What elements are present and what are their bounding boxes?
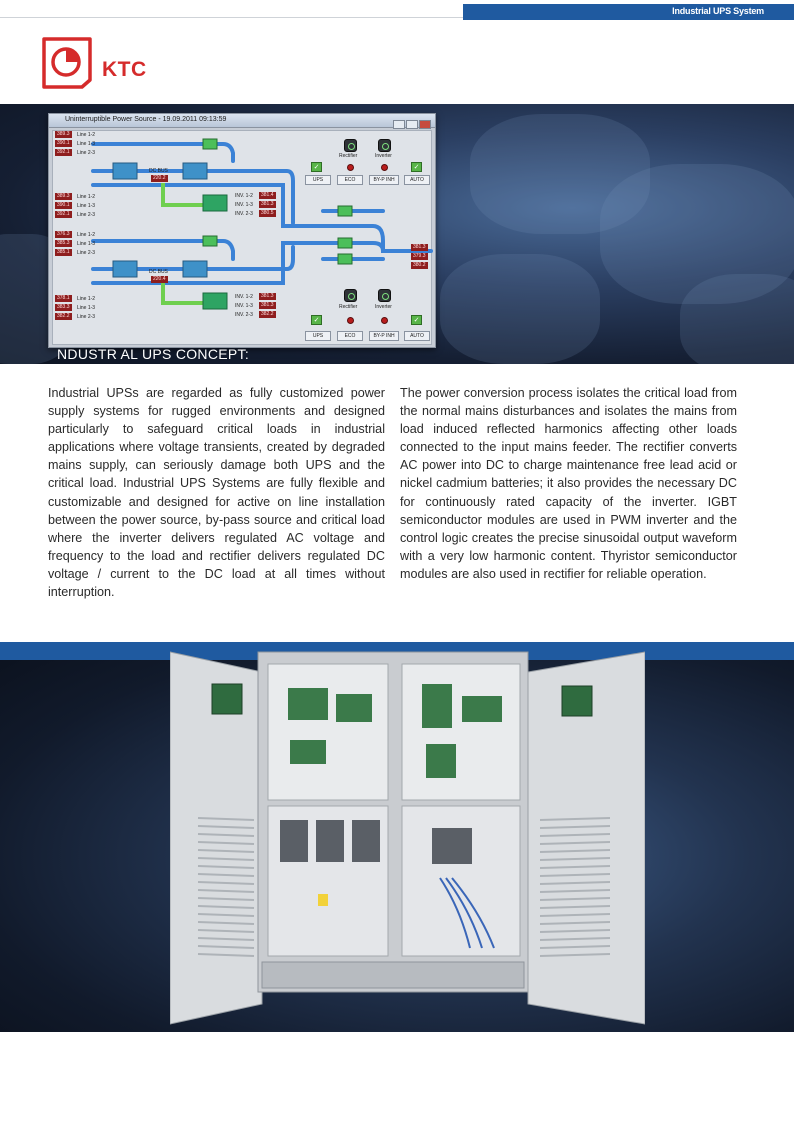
header-band	[463, 4, 794, 20]
ups-check-icon-1: ✓	[311, 162, 322, 172]
output-value-2: 379.3	[413, 253, 426, 259]
inv-value-1-23: 380.5	[261, 210, 274, 216]
rectifier-power-icon-2[interactable]	[344, 289, 357, 302]
auto-button-2[interactable]: AUTO	[404, 331, 430, 341]
auto-button-1[interactable]: AUTO	[404, 175, 430, 185]
meter-input2-l13: 385.3	[57, 240, 70, 246]
maximize-icon	[406, 120, 418, 129]
meter-input2-l12: 376.3	[57, 231, 70, 237]
meter-input2-l23: 385.1	[57, 249, 70, 255]
logo-mark-icon	[38, 34, 98, 90]
window-titlebar	[49, 114, 435, 128]
ups-check-icon-2: ✓	[311, 315, 322, 325]
ups-monitor-screenshot	[48, 113, 436, 348]
meter-bypass-l23: 392.1	[57, 211, 70, 217]
label-input-l12: Line 1-2	[77, 132, 96, 138]
inv-value-2-13: 381.3	[261, 302, 274, 308]
minimize-icon	[393, 120, 405, 129]
meter-bypass-l13: 390.1	[57, 202, 70, 208]
auto-check-icon-1: ✓	[411, 162, 422, 172]
eco-button-1[interactable]: ECO	[337, 175, 363, 185]
bypass-lamp-icon-1	[381, 164, 388, 171]
concept-text-left: Industrial UPSs are regarded as fully customized power supply systems for rugged environments and designed particularly to safeguard critical loads in industrial applications where voltage transients, created by degraded mains supply, can seriously damage both UPS and the critical load. Industrial UPS Systems are fully flexible and customizable and designed for active on line installation between the power source, by-pass source and critical load where the inverter delivers regulated AC voltage and frequency to the load and rectifier delivers regulated DC voltage / current to the DC load at all times without interruption.	[48, 386, 385, 600]
label-bypass2-l23: Line 2-3	[77, 314, 96, 320]
mimic-diagram-panel	[52, 130, 432, 345]
output-value-1: 381.3	[413, 244, 426, 250]
window-title: Uninterruptible Power Source - 19.09.2011 09:13:59	[65, 116, 227, 123]
meter-bypass-l12: 389.3	[57, 193, 70, 199]
meter-bypass2-l12: 378.1	[57, 295, 70, 301]
inv-label-2-23: INV. 2-3	[235, 312, 253, 318]
output-value-3: 380.2	[413, 262, 426, 268]
bypass-inhibit-button-2[interactable]: BY-P INH	[369, 331, 399, 341]
dc-bus-value-1: 220.2	[153, 175, 166, 181]
auto-check-icon-2: ✓	[411, 315, 422, 325]
dc-bus-label-2: DC BUS	[149, 269, 168, 275]
close-icon	[419, 120, 431, 129]
dc-bus-label-1: DC BUS	[149, 168, 168, 174]
header-rule	[0, 17, 463, 18]
logo-text: KTC	[102, 58, 147, 81]
ups-cabinet-photo	[170, 648, 645, 1028]
meter-input-l13: 390.1	[57, 140, 70, 146]
label-bypass-l13: Line 1-3	[77, 203, 96, 209]
inverter-power-icon-1[interactable]	[378, 139, 391, 152]
rectifier-power-icon-1[interactable]	[344, 139, 357, 152]
inv-value-2-12: 381.3	[261, 293, 274, 299]
eco-lamp-icon-2	[347, 317, 354, 324]
label-bypass2-l13: Line 1-3	[77, 305, 96, 311]
eco-lamp-icon-1	[347, 164, 354, 171]
inverter-power-icon-2[interactable]	[378, 289, 391, 302]
meter-bypass2-l23: 382.2	[57, 313, 70, 319]
inv-value-2-23: 382.2	[261, 311, 274, 317]
concept-text-right: The power conversion process isolates the critical load from the normal mains disturbances and isolates the mains from load induced reflected harmonics affecting other loads connected to the input mains feeder. The rectifier converts AC power into DC to charge maintenance free lead acid or nickel cadmium batteries; it also provides the necessary DC for continuously rated capacity of the inverter. IGBT semiconductor modules are used in PWM inverter and the control logic creates the precise sinusoidal output waveform with a very low harmonic content. Thyristor semiconductor modules are also used in rectifier for reliable operation.	[400, 386, 737, 581]
inv-label-1-13: INV. 1-3	[235, 202, 253, 208]
concept-heading: NDUSTR AL UPS CONCEPT:	[57, 346, 250, 362]
inv-label-1-23: INV. 2-3	[235, 211, 253, 217]
inverter-label-2: Inverter	[375, 304, 392, 310]
inv-label-2-12: INV. 1-2	[235, 294, 253, 300]
inv-value-1-13: 381.3	[261, 201, 274, 207]
ktc-logo	[38, 34, 168, 90]
rectifier-label-2: Rectifier	[339, 304, 358, 310]
inverter-label-1: Inverter	[375, 153, 392, 159]
meter-input-l12: 389.3	[57, 131, 70, 137]
label-bypass2-l12: Line 1-2	[77, 296, 96, 302]
inv-label-2-13: INV. 1-3	[235, 303, 253, 309]
dc-bus-value-2: 220.4	[153, 276, 166, 282]
label-bypass-l23: Line 2-3	[77, 212, 96, 218]
bypass-lamp-icon-2	[381, 317, 388, 324]
bypass-inhibit-button-1[interactable]: BY-P INH	[369, 175, 399, 185]
eco-button-2[interactable]: ECO	[337, 331, 363, 341]
label-input-l23: Line 2-3	[77, 150, 96, 156]
label-input-l13: Line 1-3	[77, 141, 96, 147]
meter-bypass2-l13: 383.3	[57, 304, 70, 310]
inv-value-1-12: 381.4	[261, 192, 274, 198]
section-title: Industrial UPS System	[672, 6, 764, 16]
inv-label-1-12: INV. 1-2	[235, 193, 253, 199]
window-controls	[392, 116, 432, 126]
label-input2-l12: Line 1-2	[77, 232, 96, 238]
rectifier-label-1: Rectifier	[339, 153, 358, 159]
ups-button-2[interactable]: UPS	[305, 331, 331, 341]
meter-input-l23: 392.1	[57, 149, 70, 155]
label-input2-l23: Line 2-3	[77, 250, 96, 256]
ups-button-1[interactable]: UPS	[305, 175, 331, 185]
ups-cabinet-illustration	[170, 648, 645, 1028]
label-bypass-l12: Line 1-2	[77, 194, 96, 200]
label-input2-l13: Line 1-3	[77, 241, 96, 247]
